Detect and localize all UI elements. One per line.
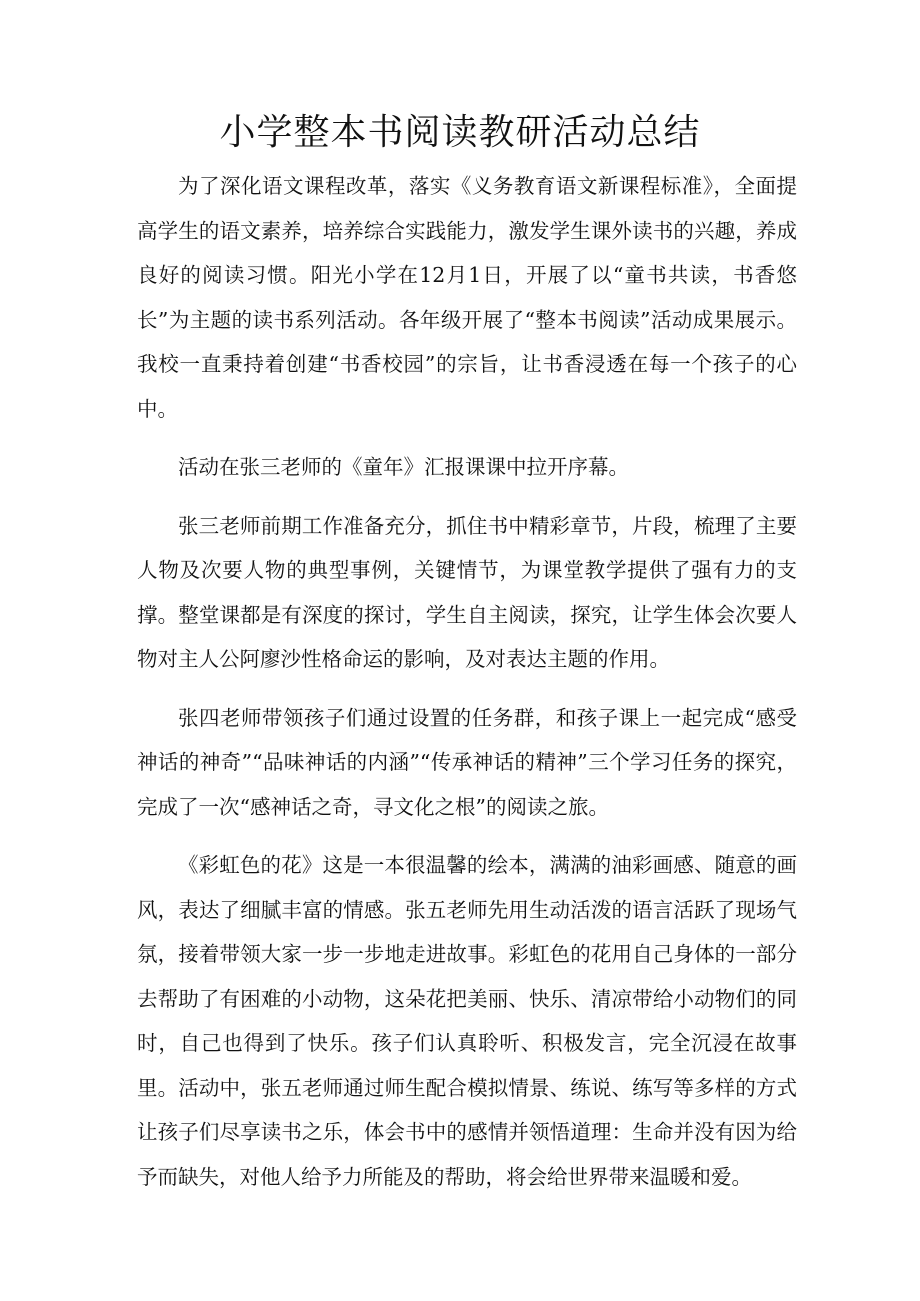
document-title: 小学整本书阅读教研活动总结	[219, 112, 701, 153]
paragraph-opening: 活动在张三老师的《童年》汇报课课中拉开序幕。	[178, 455, 629, 479]
document-body	[137, 164, 797, 1213]
paragraph-rainbow-flower: 《彩虹色的花》这是一本很温馨的绘本，满满的油彩画感、随意的画风，表达了细腻丰富的情感。张五老师先用生动活泼的语言活跃了现场气氛，接着带领大家一步一步地走进故事。彩虹色的花用自己身体的一部分去帮助了有困难的小动物，这朵花把美丽、快乐、清凉带给小动物们的同时，自己也得到了快乐。孩子们认真聆听、积极发言，完全沉浸在故事里。活动中，张五老师通过师生配合模拟情景、练说、练写等多样的方式让孩子们尽享读书之乐，体会书中的感情并领悟道理：生命并没有因为给予而缺失，对他人给予力所能及的帮助，将会给世界带来温暖和爱。	[137, 853, 797, 1189]
paragraph-zhangsi: 张四老师带领孩子们通过设置的任务群，和孩子课上一起完成“感受神话的神奇”“品味神话的内涵”“传承神话的精神”三个学习任务的探究，完成了一次“感神话之奇，寻文化之根”的阅读之旅。	[137, 705, 797, 819]
paragraph-zhangsan: 张三老师前期工作准备充分，抓住书中精彩章节，片段，梳理了主要人物及次要人物的典型事例，关键情节，为课堂教学提供了强有力的支撑。整堂课都是有深度的探讨，学生自主阅读，探究，让学生体会次要人物对主人公阿廖沙性格命运的影响，及对表达主题的作用。	[137, 513, 797, 671]
paragraph-intro: 为了深化语文课程改革，落实《义务教育语文新课程标准》，全面提高学生的语文素养，培养综合实践能力，激发学生课外读书的兴趣，养成良好的阅读习惯。阳光小学在12月1日，开展了以“童书共读，书香悠长”为主题的读书系列活动。各年级开展了“整本书阅读”活动成果展示。我校一直秉持着创建“书香校园”的宗旨，让书香浸透在每一个孩子的心中。	[137, 174, 797, 421]
